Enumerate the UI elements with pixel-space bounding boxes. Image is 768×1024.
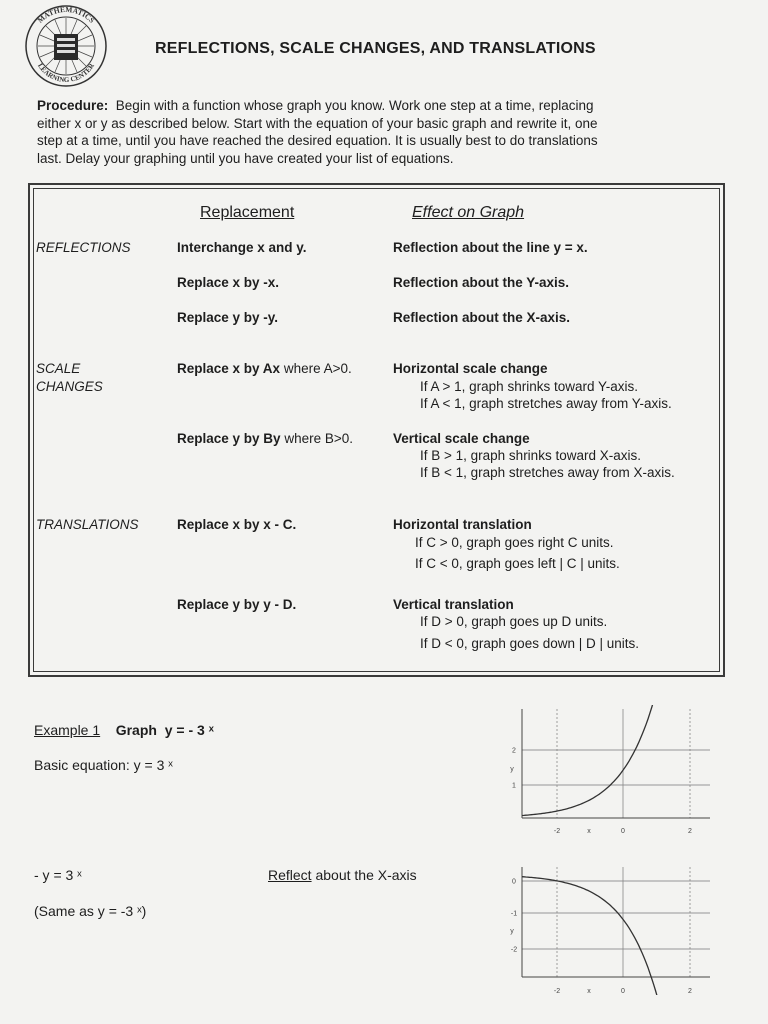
horizontal-translation-note-1: If C > 0, graph goes right C units.: [415, 535, 614, 550]
effect-line-y-eq-x: Reflection about the line y = x.: [393, 240, 588, 255]
rules-table: [33, 188, 720, 672]
effect-horizontal-scale: Horizontal scale change: [393, 361, 548, 376]
x-tick-label: x: [587, 988, 591, 995]
replacement-ax-cond: where A>0.: [280, 361, 352, 376]
section-reflections: REFLECTIONS: [36, 240, 131, 255]
x-tick-label: 0: [621, 988, 625, 995]
effect-y-axis: Reflection about the Y-axis.: [393, 275, 570, 290]
procedure-line-4: last. Delay your graphing until you have created your list of equations.: [37, 150, 454, 166]
vertical-translation-note-1: If D > 0, graph goes up D units.: [420, 614, 608, 629]
series-line: [522, 705, 665, 816]
horizontal-translation-note-2: If C < 0, graph goes left | C | units.: [415, 556, 620, 571]
procedure-line-3: step at a time, until you have reached the desired equation. It is usually best to do translations: [37, 133, 598, 148]
x-tick-label: 0: [621, 828, 625, 835]
vertical-scale-note-1: If B > 1, graph shrinks toward X-axis.: [420, 448, 641, 463]
x-tick-label: -2: [553, 828, 561, 835]
basic-equation: Basic equation: y = 3 ˣ: [34, 757, 173, 773]
step-note: (Same as y = -3 ˣ): [34, 903, 147, 919]
section-translations: TRANSLATIONS: [36, 517, 139, 532]
effect-horizontal-translation: Horizontal translation: [393, 517, 532, 532]
x-tick-label: x: [587, 828, 591, 835]
section-changes: CHANGES: [36, 379, 103, 394]
replacement-ax: [177, 361, 352, 376]
reflect-instruction: [268, 867, 417, 883]
example-heading: [34, 722, 214, 738]
reflect-rest: about the X-axis: [311, 867, 417, 883]
procedure-paragraph: [37, 97, 737, 167]
procedure-label: Procedure:: [37, 98, 109, 113]
section-scale: SCALE: [36, 361, 81, 376]
replacement-interchange: Interchange x and y.: [177, 240, 307, 255]
replacement-y-minus-d: Replace y by y - D.: [177, 597, 297, 612]
reflect-word: Reflect: [268, 867, 312, 883]
graph-basic-exponential: [500, 705, 720, 840]
replacement-by: [177, 431, 353, 446]
effect-vertical-scale: Vertical scale change: [393, 431, 530, 446]
seal-top-text: MATHEMATICS: [35, 4, 97, 25]
replacement-by-bold: Replace y by By: [177, 431, 281, 446]
effect-x-axis: Reflection about the X-axis.: [393, 310, 571, 325]
y-axis-label: y: [510, 766, 514, 773]
y-tick-label: 0: [512, 878, 516, 886]
horizontal-scale-note-2: If A < 1, graph stretches away from Y-axis.: [420, 396, 672, 411]
x-tick-label: 2: [688, 988, 692, 995]
example-graph-word: Graph: [115, 722, 157, 738]
vertical-scale-note-2: If B < 1, graph stretches away from X-axis.: [420, 465, 675, 480]
procedure-line-2: either x or y as described below. Start with the equation of your basic graph and rewrite it, one: [37, 115, 598, 131]
x-tick-label: 2: [688, 828, 692, 835]
series-line: [522, 877, 665, 997]
vertical-translation-note-2: If D < 0, graph goes down | D | units.: [420, 636, 640, 651]
y-axis-label: y: [510, 928, 514, 935]
effect-vertical-translation: Vertical translation: [393, 597, 514, 612]
replacement-neg-x: Replace x by -x.: [177, 275, 280, 290]
header-replacement: Replacement: [200, 204, 295, 221]
graph-reflected-exponential: [500, 867, 720, 997]
step-equation: - y = 3 ˣ: [34, 867, 82, 883]
header-effect-on-graph: Effect on Graph: [412, 204, 525, 221]
replacement-neg-y: Replace y by -y.: [177, 310, 279, 325]
mathematics-learning-center-seal: [18, 4, 114, 88]
x-tick-label: -2: [553, 988, 561, 995]
page-title: REFLECTIONS, SCALE CHANGES, AND TRANSLATIONS: [155, 40, 596, 57]
y-tick-label: -1: [510, 910, 518, 918]
seal-bottom-text: LEARNING CENTER: [36, 61, 96, 85]
replacement-ax-bold: Replace x by Ax: [177, 361, 281, 376]
y-tick-label: -2: [510, 946, 518, 954]
procedure-line-1: Begin with a function whose graph you know. Work one step at a time, replacing: [115, 98, 594, 113]
replacement-x-minus-c: Replace x by x - C.: [177, 517, 297, 532]
y-tick-label: 2: [512, 747, 516, 755]
replacement-by-cond: where B>0.: [280, 431, 353, 446]
example-label: Example 1: [34, 722, 101, 738]
y-tick-label: 1: [512, 782, 516, 790]
example-equation: y = - 3 ˣ: [164, 722, 214, 738]
horizontal-scale-note-1: If A > 1, graph shrinks toward Y-axis.: [420, 379, 638, 394]
